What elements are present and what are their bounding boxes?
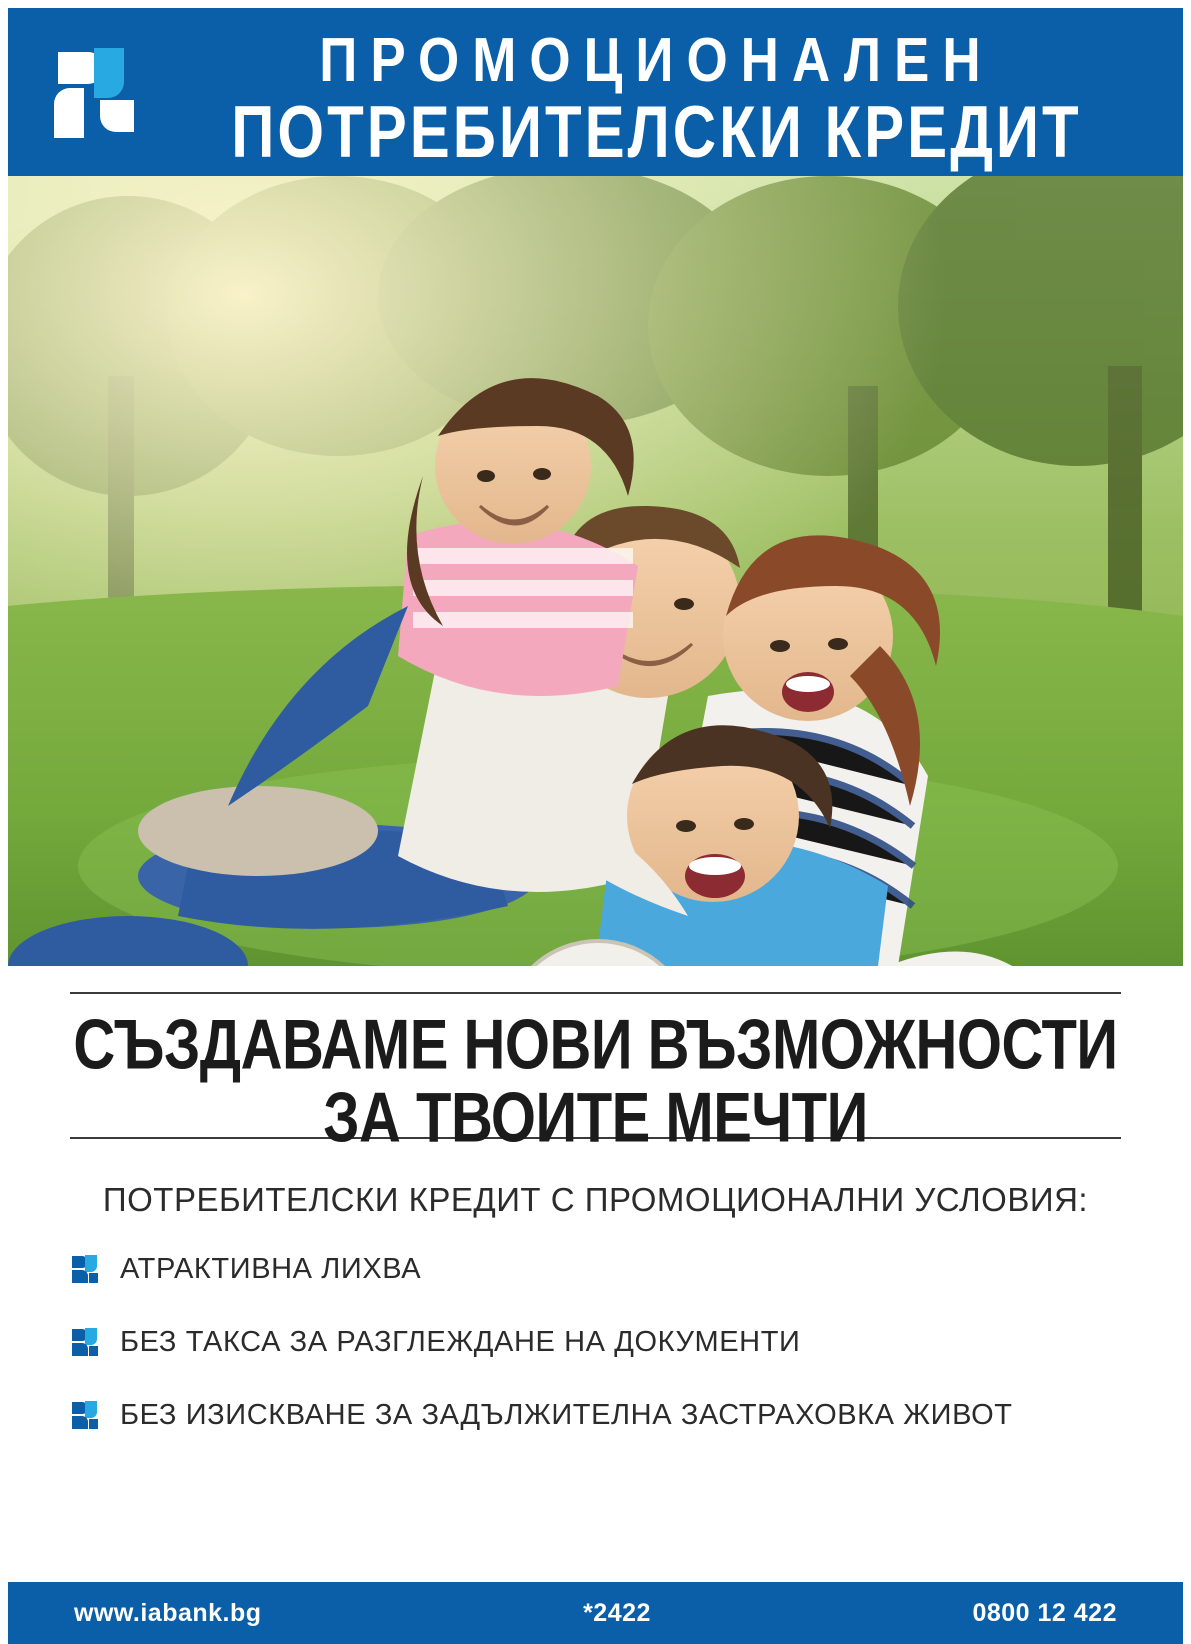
header-title-line2: ПОТРЕБИТЕЛСКИ КРЕДИТ xyxy=(231,90,1082,173)
footer-short-number[interactable]: *2422 xyxy=(583,1598,651,1627)
headline-line2: ЗА ТВОИТЕ МЕЧТИ xyxy=(323,1078,868,1158)
footer-website[interactable]: www.iabank.bg xyxy=(74,1598,262,1627)
list-item xyxy=(70,1326,1121,1359)
ia-bank-logo-icon xyxy=(48,44,144,140)
ia-bank-bullet-icon xyxy=(70,1327,100,1357)
benefit-label: АТРАКТИВНА ЛИХВА xyxy=(120,1252,422,1285)
list-item xyxy=(70,1253,1121,1286)
subheadline: ПОТРЕБИТЕЛСКИ КРЕДИТ С ПРОМОЦИОНАЛНИ УСЛОВИЯ: xyxy=(102,1180,1089,1218)
page-title xyxy=(70,994,1121,1168)
poster-content xyxy=(8,966,1183,1644)
footer-phone[interactable]: 0800 12 422 xyxy=(972,1598,1117,1627)
list-item xyxy=(70,1399,1121,1432)
benefit-label: БЕЗ ИЗИСКВАНЕ ЗА ЗАДЪЛЖИТЕЛНА ЗАСТРАХОВКА ЖИВОТ xyxy=(120,1398,1013,1431)
header-title-line1: ПРОМОЦИОНАЛЕН xyxy=(319,24,994,95)
hero-photo xyxy=(8,176,1183,966)
poster-header xyxy=(8,8,1183,176)
benefit-label: БЕЗ ТАКСА ЗА РАЗГЛЕЖДАНЕ НА ДОКУМЕНТИ xyxy=(120,1325,801,1358)
header-title-block xyxy=(170,24,1143,173)
ia-bank-bullet-icon xyxy=(70,1254,100,1284)
headline-line1: СЪЗДАВАМЕ НОВИ ВЪЗМОЖНОСТИ xyxy=(73,1004,1118,1085)
benefits-list xyxy=(70,1253,1121,1432)
ia-bank-bullet-icon xyxy=(70,1400,100,1430)
poster-footer xyxy=(8,1582,1183,1644)
